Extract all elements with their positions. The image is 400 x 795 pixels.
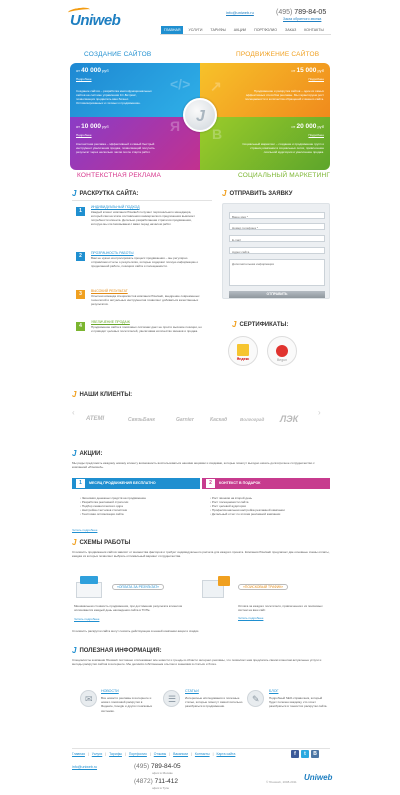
begun-badge-icon: [276, 345, 288, 357]
step-title[interactable]: ИНДИВИДУАЛЬНЫЙ ПОДХОД: [91, 205, 140, 209]
section-title: СЕРТИФИКАТЫ:: [239, 322, 289, 329]
info-field[interactable]: Дополнительная информация: [229, 259, 325, 286]
client-logo: Каскад: [210, 417, 228, 423]
list-item: • Разработка рекламной стратегии: [80, 500, 198, 504]
hero-caption-seo[interactable]: ПРОДВИЖЕНИЕ САЙТОВ: [236, 51, 320, 58]
info-blog-link[interactable]: БЛОГ: [269, 689, 279, 693]
yandex-certificate[interactable]: [228, 336, 258, 366]
footer-divider: [72, 748, 330, 749]
header-email-link[interactable]: info@uniweb.ru: [226, 10, 254, 15]
phone-code: (495): [276, 9, 293, 16]
step-number: 2: [76, 252, 85, 261]
section-title: НАШИ КЛИЕНТЫ:: [79, 392, 133, 399]
list-item: • Рост звонков на второй день: [210, 496, 330, 500]
tile-desc: Социальный маркетинг – создание и продвижение групп и страниц компании в социальных сетях, привлечение лояльной аудитории и увеличение продаж.: [242, 141, 324, 154]
schemes-note: Стоимость раскрутки сайта могут снизить действующие в нашей компании акции и скидки.: [72, 629, 200, 633]
action-number: 1: [76, 479, 85, 488]
logo[interactable]: Uniweb: [70, 12, 121, 29]
footer-nav: Главная | Услуги | Тарифы | Портфолио | Отзывы | Вакансии | Контакты | Карта сайта: [72, 752, 236, 756]
growth-arrow-icon: ↗: [210, 78, 222, 94]
scheme-result-more-link[interactable]: Читать подробнее: [74, 617, 100, 621]
step-title[interactable]: ПРОЗРАЧНОСТЬ РАБОТЫ: [91, 251, 134, 255]
clients-next-icon[interactable]: ›: [318, 408, 321, 417]
tile-desc: Создание сайтов – разработка многофункциональных сайтов на системе управления 1С-Битрикс, позволяющих продвигать ваш бизнес. Оптимизированных и готовых к продвижению.: [76, 88, 152, 105]
more-link[interactable]: Подробнее: [308, 132, 324, 137]
site-field[interactable]: Адрес сайта: [229, 247, 325, 254]
price-value: 15 000: [296, 67, 317, 74]
section-mark-icon: J: [72, 449, 77, 458]
client-logo: ЛЭК: [280, 414, 299, 424]
actions-intro: Мы рады предложить каждому новому клиенту возможность воспользоваться нашими акциями и скидками, которые помогут выгодно начать долгосрочное сотрудничество с компанией «Юниweb».: [72, 461, 315, 470]
section-title: АКЦИИ:: [79, 451, 103, 458]
hero-tile-context[interactable]: [70, 117, 200, 170]
list-item: • Экономия денежных средств на продвижение: [80, 496, 198, 500]
more-link[interactable]: Подробнее: [76, 132, 92, 137]
promo-heading: [72, 189, 139, 200]
price-currency: руб: [317, 124, 324, 129]
step-desc: Продвижение сайта в поисковых системах дает не просто высокие позиции, но и приводит целевых посетителей, увеличивая количество звонков и продаж.: [91, 325, 202, 334]
clients-heading: [72, 390, 132, 401]
footer-copyright: © Юниweb, 2008-2011: [266, 780, 297, 784]
yandex-badge-icon: [237, 344, 249, 356]
code-brackets-icon: </>: [170, 76, 191, 92]
action-2-bullets: [210, 496, 330, 516]
step-desc: Опытная команда специалистов компании Юниweb, внедрение современных технологий и актуальных инструментов позволяет добиваться качественных результатов.: [91, 294, 200, 307]
hero-center-badge: [183, 98, 217, 132]
footer-office-tula: офис в Туле: [152, 786, 170, 790]
footer-link-reviews[interactable]: Отзывы: [153, 752, 167, 756]
price-currency: руб: [102, 124, 109, 129]
traffic-card-icon: [218, 576, 230, 586]
hero-caption-context[interactable]: КОНТЕКСТНАЯ РЕКЛАМА: [77, 172, 162, 179]
section-title: ОТПРАВИТЬ ЗАЯВКУ: [229, 191, 293, 198]
info-intro: Специалисты компании Юниweb постоянно отслеживают все новости и тренды в области интернет-рекламы, что позволяет нам предлагать своим клиентам актуальные услуги и методы раскрутки сайтов в интернете. Мы делимся собственным опытом и знаниями в статьях и блоге.: [72, 658, 322, 667]
action-gift-context-bar[interactable]: [202, 478, 330, 489]
articles-icon[interactable]: [163, 690, 180, 707]
uniweb-mark-icon: J: [196, 108, 205, 125]
nav-contacts[interactable]: КОНТАКТЫ: [304, 28, 324, 32]
twitter-icon[interactable]: t: [301, 750, 309, 758]
tile-desc: Продвижение и раскрутка сайтов – один из самых эффективных способов рекламы. Мы гарантируем рост посещаемости и количества обращений с вашего сайта.: [245, 88, 324, 101]
megaphone-glyph: ✉: [85, 694, 93, 704]
info-articles-desc: Интересные исследования и полезные статьи, которые помогут самостоятельно разобраться в продвижении.: [185, 696, 243, 709]
phone-number: 789-84-05: [294, 9, 327, 16]
cert-label: Begun: [276, 358, 288, 362]
hero-caption-web-dev[interactable]: СОЗДАНИЕ САЙТОВ: [84, 51, 152, 58]
begun-certificate[interactable]: [267, 336, 297, 366]
price-value: 40 000: [81, 67, 101, 74]
section-mark-icon: J: [72, 538, 77, 547]
phone-field[interactable]: Номер телефона *: [229, 223, 325, 230]
client-logo: Garnier: [176, 417, 194, 423]
cert-label: Яндекс: [236, 357, 250, 361]
result-payment-illustration: [74, 576, 108, 600]
section-title: РАСКРУТКА САЙТА:: [79, 191, 139, 198]
more-link[interactable]: Подробнее: [76, 76, 92, 81]
footer-link-tariffs[interactable]: Тарифы: [109, 752, 122, 756]
list-item: • Рост целевой аудитории: [210, 504, 330, 508]
traffic-illustration: [200, 576, 234, 600]
action-number: 2: [206, 479, 215, 488]
facebook-icon[interactable]: f: [291, 750, 299, 758]
scheme-traffic-more-link[interactable]: Читать подробнее: [238, 616, 264, 620]
list-item: • Детальный отчет по итогам рекламной кампании: [210, 512, 330, 516]
section-title: СХЕМЫ РАБОТЫ: [79, 540, 131, 547]
action-1-bullets: [80, 496, 198, 516]
clients-prev-icon[interactable]: ‹: [72, 408, 75, 417]
pencil-glyph: ✎: [252, 694, 260, 704]
scheme-result-pill[interactable]: «ОПЛАТА ЗА РЕЗУЛЬТАТ»: [112, 584, 164, 590]
section-mark-icon: J: [72, 189, 77, 198]
footer-link-services[interactable]: Услуги: [91, 752, 103, 756]
step-title[interactable]: ВЫСОКИЙ РЕЗУЛЬТАТ: [91, 289, 128, 293]
list-item: • Текстовая оптимизация сайта: [80, 512, 198, 516]
price-currency: руб: [317, 68, 324, 73]
nav-order[interactable]: ЗАКАЗ: [285, 28, 297, 32]
price-value: 10 000: [81, 123, 101, 130]
nav-services[interactable]: УСЛУГИ: [188, 28, 203, 32]
hero-tile-web-dev[interactable]: [70, 63, 200, 117]
footer-link-contacts[interactable]: Контакты: [194, 752, 210, 756]
monitor-icon: [76, 582, 102, 598]
price-from: от: [291, 68, 296, 73]
info-blog-desc: Подробный SEO-справочник, который будет полезен каждому, кто хочет разобраться в тонкостях раскрутки сайта.: [269, 696, 328, 709]
nav-actions[interactable]: АКЦИИ: [233, 28, 247, 32]
section-mark-icon: J: [72, 390, 77, 399]
footer-link-sitemap[interactable]: Карта сайта: [216, 752, 236, 756]
step-number: 4: [76, 322, 85, 331]
section-mark-icon: J: [222, 189, 227, 198]
phone-code: (4872): [134, 778, 153, 785]
phone-number: 711-412: [154, 778, 178, 785]
hero-tile-seo[interactable]: [200, 63, 330, 117]
schemes-intro: Стоимость продвижения сайтов зависит от множества факторов и требует индивидуального расчета для каждого проекта. Компания Юниweb предлагает две основные схемы оплаты, каждая из которых позволяет выбрать оптимальный вариант сотрудничества.: [72, 550, 330, 559]
phone-number: 789-84-05: [151, 763, 181, 770]
nav-divider: [160, 34, 331, 35]
yandex-y-icon: Я: [170, 118, 181, 134]
phone-code: (495): [134, 763, 150, 770]
info-news-link[interactable]: НОВОСТИ: [101, 689, 119, 693]
footer-logo[interactable]: Uniweb: [304, 773, 333, 782]
schemes-heading: [72, 538, 130, 549]
list-item: • Подбор семантического ядра: [80, 504, 198, 508]
price-from: от: [291, 124, 296, 129]
info-articles-link[interactable]: СТАТЬИ: [185, 689, 199, 693]
info-heading: [72, 646, 162, 657]
submit-button[interactable]: ОТПРАВИТЬ: [229, 291, 325, 298]
footer-email-link[interactable]: info@uniweb.ru: [72, 765, 98, 769]
action-title: КОНТЕКСТ В ПОДАРОК: [219, 481, 261, 485]
step-desc: Вам не нужно контролировать процесс продвижения – мы регулярно отправляем отчеты о результатах, которые содержат полную информацию о проделанной работе, позициях сайта и посещаемости.: [91, 256, 199, 269]
vk-icon: B: [212, 126, 223, 142]
list-item: • Настройка счетчиков статистики: [80, 508, 198, 512]
section-mark-icon: J: [232, 320, 237, 329]
form-heading: [222, 189, 292, 200]
nav-home[interactable]: ГЛАВНАЯ: [161, 26, 183, 34]
news-icon[interactable]: [80, 690, 97, 707]
nav-tariffs[interactable]: ТАРИФЫ: [210, 28, 226, 32]
footer-link-home[interactable]: Главная: [72, 752, 85, 756]
scheme-result-desc: Минимальная стоимость продвижения, при достижении результата клиентом оплачивается каждый день нахождения сайта в ТОПе.: [74, 604, 183, 613]
name-field[interactable]: Ваше имя *: [229, 212, 325, 219]
action-title: МЕСЯЦ ПРОДВИЖЕНИЯ БЕСПЛАТНО: [89, 481, 156, 485]
divider: [72, 200, 212, 201]
scheme-traffic-pill[interactable]: «ПОИСКОВЫЙ ТРАФИК»: [238, 584, 288, 590]
list-item: • Профессиональная настройка рекламной кампании: [210, 508, 330, 512]
more-link[interactable]: Подробнее: [308, 76, 324, 81]
price-value: 20 000: [296, 123, 317, 130]
callback-link[interactable]: Заказ обратного звонка: [283, 17, 322, 21]
email-field[interactable]: E-mail: [229, 235, 325, 242]
footer-link-portfolio[interactable]: Портфолио: [128, 752, 147, 756]
info-news-desc: Все новости рекламы в интернете и нового поисковой раскрутки в Яндексе, Google и других поисковых системах.: [101, 696, 153, 713]
price-from: от: [76, 124, 80, 129]
list-item: • Рост посещаемости сайта: [210, 500, 330, 504]
client-logo: ATEMI: [86, 416, 105, 422]
main-nav: [161, 26, 327, 34]
price-from: от: [76, 68, 80, 73]
client-logo: Волгоград: [240, 417, 265, 422]
blog-icon[interactable]: [247, 690, 264, 707]
actions-more-link[interactable]: Читать подробнее: [72, 528, 98, 532]
section-title: ПОЛЕЗНАЯ ИНФОРМАЦИЯ:: [79, 648, 162, 655]
scheme-traffic-desc: Оплата за каждого посетителя, привлеченного из поисковых систем на ваш сайт.: [238, 604, 323, 613]
chart-card-icon: [80, 576, 98, 584]
document-glyph: ☰: [168, 694, 177, 704]
request-form: [222, 203, 330, 299]
action-free-month-bar[interactable]: [72, 478, 200, 489]
price-currency: руб: [102, 68, 109, 73]
tile-desc: Контекстная реклама – эффективный и самый быстрый инструмент увеличения продаж, позволяющий получить результат через несколько часов после старта работ.: [76, 141, 155, 154]
step-number: 1: [76, 207, 85, 216]
footer-link-jobs[interactable]: Вакансии: [173, 752, 189, 756]
hero-caption-smm[interactable]: СОЦИАЛЬНЫЙ МАРКЕТИНГ: [238, 172, 331, 179]
client-logo: СвязьБанк: [128, 417, 155, 423]
actions-heading: [72, 449, 102, 460]
section-mark-icon: J: [72, 646, 77, 655]
footer-office-moscow: офис в Москве: [152, 771, 173, 775]
nav-portfolio[interactable]: ПОРТФОЛИО: [254, 28, 278, 32]
hero-tile-smm[interactable]: [200, 117, 330, 170]
certs-heading: [232, 320, 288, 331]
step-title[interactable]: УВЕЛИЧЕНИЕ ПРОДАЖ: [91, 320, 130, 324]
vkontakte-icon[interactable]: B: [311, 750, 319, 758]
step-number: 3: [76, 290, 85, 299]
step-desc: Каждый клиент компании Юнивеб получает персонального менеджера, который сам на этапе составления коммерческого предложения выясняет потребности клиента. Детально разработанная стратегия продвижения, которую мы согласовываем с вами перед началом работ.: [91, 210, 195, 227]
